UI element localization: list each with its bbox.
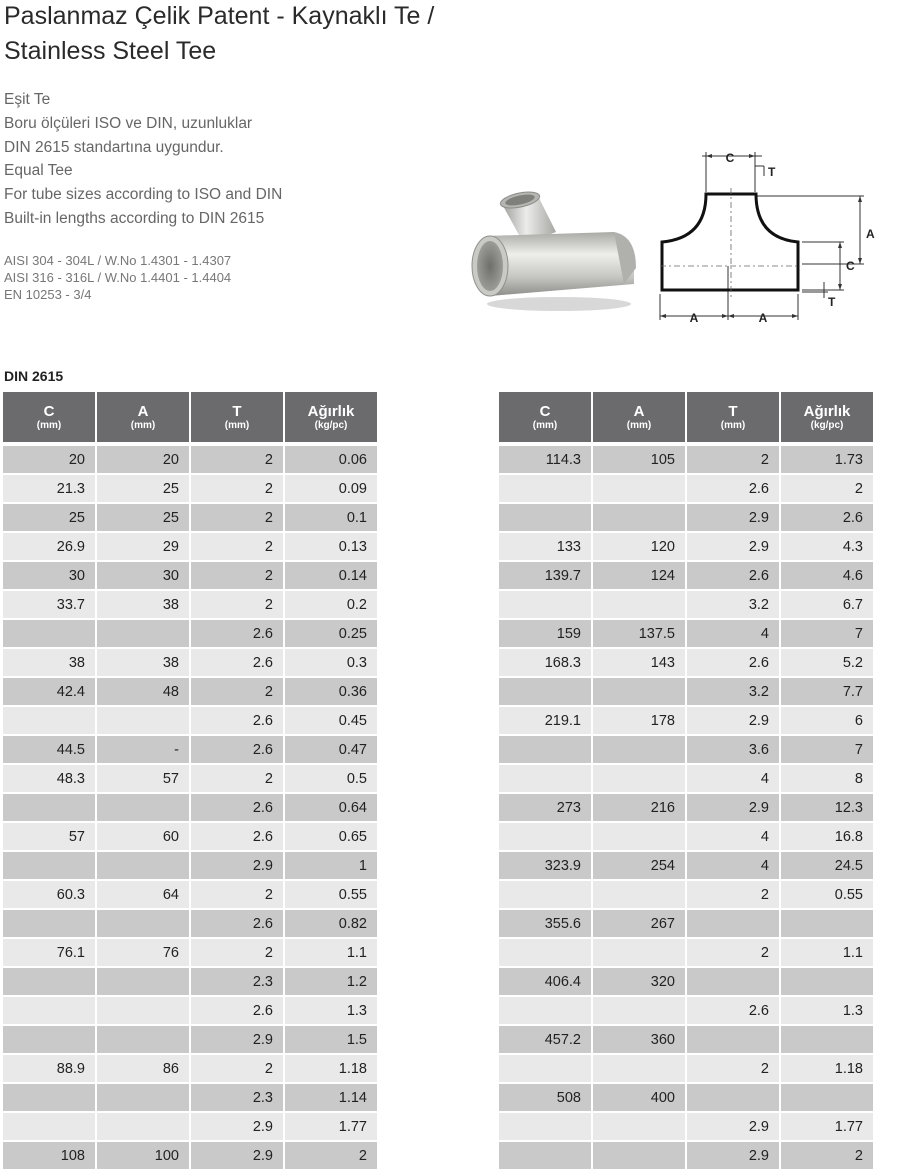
table-cell: 0.82 [285,910,377,939]
table-cell: 2.6 [191,620,283,649]
table-cell: 86 [97,1055,189,1084]
table-cell: 2 [191,446,283,475]
table-row [3,562,377,591]
table-cell: 5.2 [781,649,873,678]
table-row [499,794,873,823]
table-cell [499,678,591,707]
table-cell: 2 [781,1142,873,1171]
table-cell: 0.5 [285,765,377,794]
table-cell: 44.5 [3,736,95,765]
table-cell [499,823,591,852]
table-cell: 2 [687,1055,779,1084]
table-cell: 57 [3,823,95,852]
table-cell: 2.6 [687,475,779,504]
table-cell: 2.6 [191,823,283,852]
table-cell [3,794,95,823]
table-row [499,475,873,504]
table-cell: - [97,736,189,765]
table-cell: 216 [593,794,685,823]
table-cell: 508 [499,1084,591,1113]
table-row [499,910,873,939]
dim-label-a: A [866,227,875,241]
table-cell: 38 [3,649,95,678]
table-cell [687,910,779,939]
table-cell: 20 [3,446,95,475]
table-cell: 105 [593,446,685,475]
column-header: Ağırlık (kg/pc) [781,392,873,442]
table-cell [499,475,591,504]
table-cell [499,765,591,794]
table-cell [593,939,685,968]
table-cell: 2.6 [191,794,283,823]
dim-label-c: C [725,151,735,165]
table-cell: 60 [97,823,189,852]
table-row [3,794,377,823]
table-cell [3,1026,95,1055]
table-row [3,678,377,707]
table-cell: 0.2 [285,591,377,620]
table-cell: 1.3 [285,997,377,1026]
table-row [3,823,377,852]
table-cell [97,910,189,939]
table-row [3,649,377,678]
table-cell [97,1113,189,1142]
product-description [4,88,282,231]
table-cell [3,852,95,881]
column-header: Ağırlık (kg/pc) [285,392,377,442]
table-cell: 355.6 [499,910,591,939]
table-row [499,446,873,475]
table-cell: 2 [191,881,283,910]
table-cell [593,823,685,852]
table-cell: 20 [97,446,189,475]
table-cell [593,765,685,794]
description-line: Built-in lengths according to DIN 2615 [4,209,265,227]
table-cell [781,1026,873,1055]
table-cell: 2.6 [687,997,779,1026]
table-cell [499,881,591,910]
table-cell: 12.3 [781,794,873,823]
table-cell [499,939,591,968]
column-header: C (mm) [3,392,95,442]
table-cell: 0.25 [285,620,377,649]
table-cell [593,475,685,504]
table-cell: 0.06 [285,446,377,475]
table-row [499,1055,873,1084]
table-cell: 2.6 [687,649,779,678]
table-cell: 159 [499,620,591,649]
table-row [3,968,377,997]
table-cell: 100 [97,1142,189,1171]
material-specs [4,252,231,303]
table-cell: 2 [687,939,779,968]
table-cell: 8 [781,765,873,794]
table-cell: 4 [687,620,779,649]
table-cell [97,852,189,881]
table-cell: 2.6 [191,707,283,736]
table-cell [499,1142,591,1171]
table-cell: 168.3 [499,649,591,678]
table-cell: 457.2 [499,1026,591,1055]
table-cell: 1.18 [285,1055,377,1084]
column-header: T (mm) [191,392,283,442]
table-cell: 0.47 [285,736,377,765]
table-cell: 2 [781,475,873,504]
table-cell: 3.6 [687,736,779,765]
table-cell: 7.7 [781,678,873,707]
table-cell [499,736,591,765]
table-cell: 2.9 [687,1142,779,1171]
table-cell: 2 [687,881,779,910]
table-cell: 2 [191,562,283,591]
table-cell: 4.6 [781,562,873,591]
dimensions-table-right [497,392,875,1171]
table-cell: 114.3 [499,446,591,475]
table-cell: 1.2 [285,968,377,997]
table-row [499,620,873,649]
description-line: Boru ölçüleri ISO ve DIN, uzunluklar [4,114,253,132]
table-cell: 1.1 [285,939,377,968]
table-cell: 108 [3,1142,95,1171]
table-cell: 6.7 [781,591,873,620]
table-row [499,852,873,881]
table-cell [593,504,685,533]
description-line: Equal Tee [4,162,73,180]
table-cell [781,968,873,997]
table-row [499,591,873,620]
table-cell [97,707,189,736]
table-cell: 3.2 [687,591,779,620]
table-row [499,968,873,997]
description-line: Eşit Te [4,91,51,108]
column-header: C (mm) [499,392,591,442]
table-cell: 6 [781,707,873,736]
table-cell [97,997,189,1026]
table-cell: 2 [191,939,283,968]
table-cell: 137.5 [593,620,685,649]
table-cell [3,1113,95,1142]
table-row [3,852,377,881]
table-cell: 16.8 [781,823,873,852]
table-cell: 0.1 [285,504,377,533]
table-cell: 1.3 [781,997,873,1026]
table-cell: 7 [781,620,873,649]
table-row [499,504,873,533]
table-cell: 273 [499,794,591,823]
section-label: DIN 2615 [4,368,64,384]
table-cell: 2.6 [781,504,873,533]
table-cell: 24.5 [781,852,873,881]
table-cell: 2 [191,765,283,794]
table-cell: 2.9 [687,707,779,736]
table-cell: 1.1 [781,939,873,968]
table-cell: 4 [687,765,779,794]
tee-dimension-drawing [652,148,875,325]
column-header: T (mm) [687,392,779,442]
table-cell: 1 [285,852,377,881]
spec-line: AISI 304 - 304L / W.No 1.4301 - 1.4307 [4,253,232,268]
table-cell: 30 [3,562,95,591]
table-cell: 42.4 [3,678,95,707]
table-cell: 2.9 [191,1113,283,1142]
table-row [3,881,377,910]
table-cell: 48.3 [3,765,95,794]
table-cell: 1.18 [781,1055,873,1084]
table-cell: 267 [593,910,685,939]
table-cell: 2 [191,1055,283,1084]
table-row [3,736,377,765]
table-cell: 21.3 [3,475,95,504]
table-cell: 323.9 [499,852,591,881]
table-cell: 76.1 [3,939,95,968]
table-cell: 0.13 [285,533,377,562]
table-cell: 0.55 [285,881,377,910]
table-row [499,736,873,765]
table-cell: 2.6 [687,562,779,591]
table-cell: 3.2 [687,678,779,707]
table-cell: 57 [97,765,189,794]
table-cell: 0.45 [285,707,377,736]
table-row [3,997,377,1026]
table-cell: 2 [285,1142,377,1171]
table-cell [687,1084,779,1113]
table-row [3,707,377,736]
table-cell: 2.9 [191,1026,283,1055]
table-row [3,446,377,475]
table-cell [593,1142,685,1171]
table-row [3,1142,377,1171]
table-cell [781,910,873,939]
column-header: A (mm) [593,392,685,442]
description-line: DIN 2615 standartına uygundur. [4,138,224,156]
table-cell [593,591,685,620]
table-cell: 133 [499,533,591,562]
table-cell: 29 [97,533,189,562]
table-cell: 4 [687,852,779,881]
table-cell: 30 [97,562,189,591]
dim-label-t: T [768,165,776,179]
table-row [499,1142,873,1171]
table-cell: 0.3 [285,649,377,678]
table-cell: 2 [687,446,779,475]
table-cell [687,1026,779,1055]
description-line: For tube sizes according to ISO and DIN [4,186,283,204]
table-cell: 2.6 [191,736,283,765]
table-row [3,765,377,794]
table-cell: 400 [593,1084,685,1113]
dim-label-c: C [846,259,855,273]
table-cell: 2 [191,591,283,620]
table-cell: 254 [593,852,685,881]
table-row [499,562,873,591]
table-cell: 1.14 [285,1084,377,1113]
table-cell: 2 [191,504,283,533]
table-cell: 2 [191,678,283,707]
table-cell [781,1084,873,1113]
dim-label-a: A [758,311,768,325]
table-cell [593,678,685,707]
table-cell [593,997,685,1026]
table-cell: 2.9 [191,852,283,881]
table-cell [499,591,591,620]
table-cell: 2.6 [191,910,283,939]
table-cell: 0.14 [285,562,377,591]
table-cell: 0.65 [285,823,377,852]
table-cell: 2.9 [687,794,779,823]
table-cell: 38 [97,591,189,620]
table-row [499,1084,873,1113]
table-cell [687,968,779,997]
table-row [499,881,873,910]
table-cell [499,997,591,1026]
table-cell: 2.9 [687,504,779,533]
table-cell: 33.7 [3,591,95,620]
table-cell [593,1113,685,1142]
table-cell: 2.3 [191,968,283,997]
table-cell [3,910,95,939]
table-cell: 219.1 [499,707,591,736]
table-cell: 2.9 [191,1142,283,1171]
table-row [499,649,873,678]
table-row [3,475,377,504]
dim-label-t: T [828,295,836,309]
table-cell: 60.3 [3,881,95,910]
table-cell: 2.6 [191,649,283,678]
table-row [3,620,377,649]
table-row [3,504,377,533]
table-cell: 2.3 [191,1084,283,1113]
table-cell: 1.73 [781,446,873,475]
table-row [499,823,873,852]
table-row [499,939,873,968]
table-cell: 124 [593,562,685,591]
table-cell: 26.9 [3,533,95,562]
table-cell [3,707,95,736]
table-cell: 4.3 [781,533,873,562]
table-cell: 320 [593,968,685,997]
table-row [3,591,377,620]
table-cell [593,881,685,910]
table-cell: 360 [593,1026,685,1055]
tee-fitting-photo [464,192,642,314]
table-row [3,939,377,968]
table-cell: 64 [97,881,189,910]
table-row [3,1026,377,1055]
table-cell [593,1055,685,1084]
table-cell: 4 [687,823,779,852]
table-cell: 48 [97,678,189,707]
table-cell: 143 [593,649,685,678]
table-cell [97,794,189,823]
table-cell [97,620,189,649]
table-cell: 25 [97,504,189,533]
table-cell: 2.9 [687,533,779,562]
table-cell: 2.6 [191,997,283,1026]
table-cell: 25 [97,475,189,504]
table-cell: 38 [97,649,189,678]
table-cell: 0.55 [781,881,873,910]
spec-line: AISI 316 - 316L / W.No 1.4401 - 1.4404 [4,270,232,285]
table-row [3,1084,377,1113]
table-row [499,1113,873,1142]
table-cell: 88.9 [3,1055,95,1084]
table-cell: 0.36 [285,678,377,707]
table-cell [97,968,189,997]
table-cell [3,620,95,649]
table-cell [593,736,685,765]
page-title: Paslanmaz Çelik Patent - Kaynaklı Te / [4,2,435,30]
table-cell [3,968,95,997]
table-row [3,533,377,562]
table-cell [97,1084,189,1113]
table-cell: 2 [191,533,283,562]
table-row [499,533,873,562]
table-row [3,910,377,939]
table-cell: 7 [781,736,873,765]
table-row [499,765,873,794]
table-cell: 2.9 [687,1113,779,1142]
table-row [3,1055,377,1084]
table-row [499,997,873,1026]
table-cell [3,997,95,1026]
page-subtitle: Stainless Steel Tee [4,37,217,65]
table-cell [3,1084,95,1113]
table-cell [499,1055,591,1084]
table-cell: 76 [97,939,189,968]
table-row [499,707,873,736]
dimensions-table-left [1,392,379,1171]
table-cell: 0.09 [285,475,377,504]
table-cell [97,1026,189,1055]
table-cell: 25 [3,504,95,533]
table-cell: 1.77 [285,1113,377,1142]
table-cell: 139.7 [499,562,591,591]
table-row [499,678,873,707]
table-cell: 2 [191,475,283,504]
table-cell: 178 [593,707,685,736]
column-header: A (mm) [97,392,189,442]
dim-label-a: A [689,311,699,325]
table-cell [499,504,591,533]
table-cell: 1.77 [781,1113,873,1142]
table-cell: 0.64 [285,794,377,823]
table-row [3,1113,377,1142]
table-cell: 120 [593,533,685,562]
table-cell: 406.4 [499,968,591,997]
spec-line: EN 10253 - 3/4 [4,287,92,302]
table-row [499,1026,873,1055]
table-cell: 1.5 [285,1026,377,1055]
table-cell [499,1113,591,1142]
